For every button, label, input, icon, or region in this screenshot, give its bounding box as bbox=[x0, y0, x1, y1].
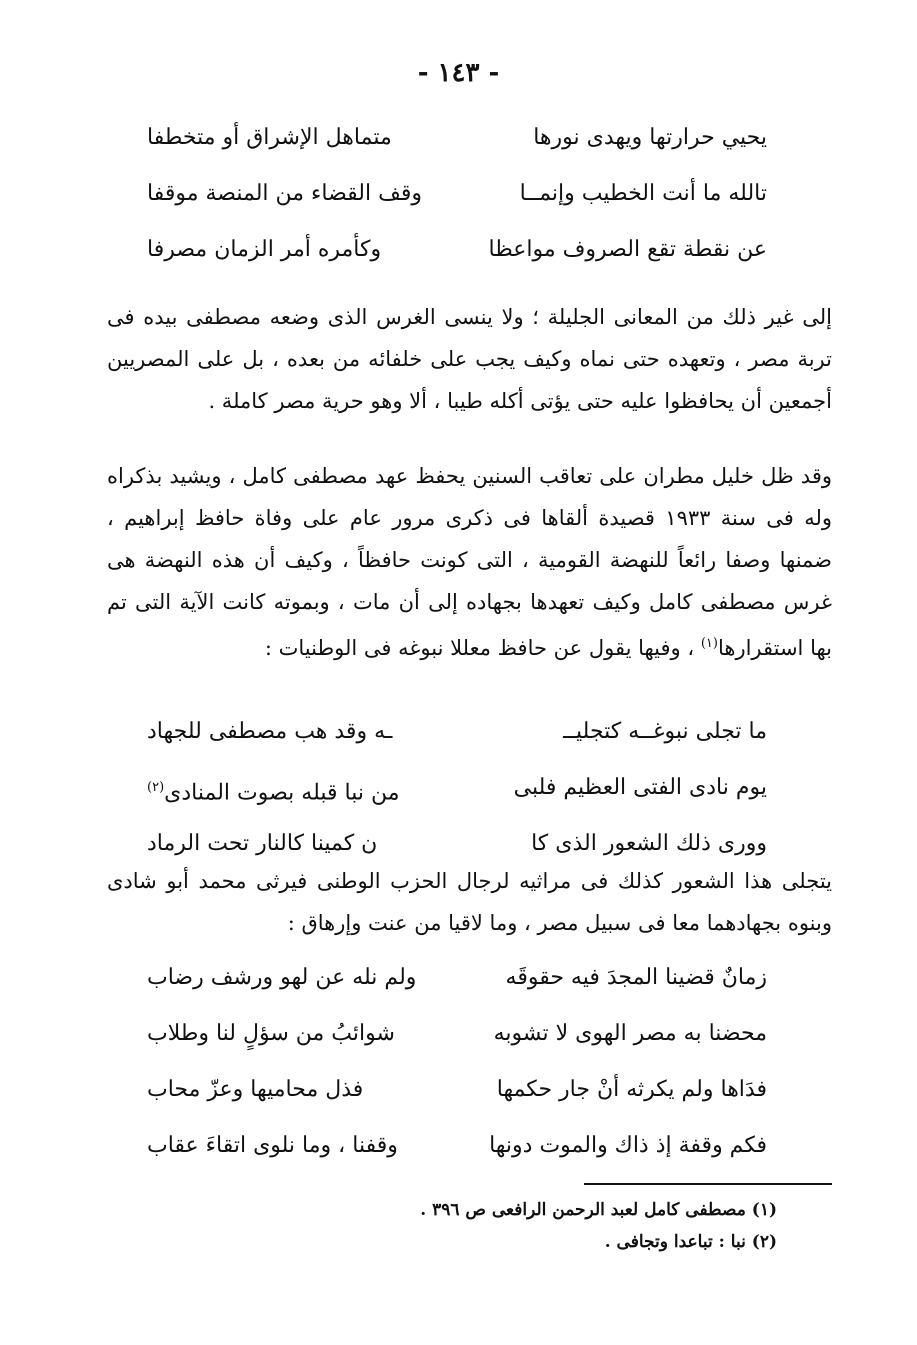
verse-line bbox=[147, 230, 767, 286]
verse-second-hemistich bbox=[147, 768, 447, 813]
verse-first-hemistich: يحيي حرارتها ويهدى نورها bbox=[533, 125, 767, 150]
verse-second-hemistich: ولم نله عن لهو ورشف رضاب bbox=[147, 965, 417, 990]
verse-block-2 bbox=[147, 712, 767, 880]
verse-line bbox=[147, 1014, 767, 1070]
verse-line bbox=[147, 174, 767, 230]
verse-line bbox=[147, 1126, 767, 1182]
verse-first-hemistich: فكم وقفة إذ ذاك والموت دونها bbox=[489, 1133, 767, 1158]
verse-second-hemistich: وقفنا ، وما نلوى اتقاءَ عقاب bbox=[147, 1133, 398, 1158]
paragraph-2-end: ، وفيها يقول عن حافظ معللا نبوغه فى الوطنيات : bbox=[264, 636, 695, 660]
footnote-1: (١) مصطفى كامل لعبد الرحمن الرافعى ص ٣٩٦ . bbox=[420, 1200, 777, 1220]
footnote-ref-2: (٢) bbox=[147, 780, 165, 795]
verse-second-hemistich: ـه وقد هب مصطفى للجهاد bbox=[147, 719, 393, 744]
verse-second-hemistich: وكأمره أمر الزمان مصرفا bbox=[147, 237, 382, 262]
paragraph-2 bbox=[107, 455, 832, 669]
verse-first-hemistich: عن نقطة تقع الصروف مواعظا bbox=[488, 237, 767, 262]
footnote-divider bbox=[584, 1183, 832, 1185]
verse-line bbox=[147, 958, 767, 1014]
verse-line bbox=[147, 1070, 767, 1126]
verse-first-hemistich: محضنا به مصر الهوى لا تشوبه bbox=[493, 1021, 767, 1046]
verse-second-hemistich: ن كمينا كالنار تحت الرماد bbox=[147, 831, 378, 856]
paragraph-3: يتجلى هذا الشعور كذلك فى مراثيه لرجال الحزب الوطنى فيرثى محمد أبو شادى وبنوه بجهادهما معا فى سبيل مصر ، وما لاقيا من عنت وإرهاق : bbox=[107, 869, 832, 935]
verse-second-hemistich: شوائبُ من سؤلٍ لنا وطلاب bbox=[147, 1021, 395, 1046]
verse-first-hemistich: فدَاها ولم يكرثه أنْ جار حكمها bbox=[496, 1077, 767, 1102]
verse-line bbox=[147, 768, 767, 824]
verse-first-hemistich: يوم نادى الفتى العظيم فلبى bbox=[513, 775, 767, 800]
verse-first-hemistich: ما تجلى نبوغــه كتجليــ bbox=[563, 719, 767, 744]
verse-block-1 bbox=[147, 118, 767, 286]
footnote-2: (٢) نبا : تباعدا وتجافى . bbox=[604, 1232, 777, 1252]
verse-block-3 bbox=[147, 958, 767, 1182]
verse-text: من نبا قبله بصوت المنادى bbox=[164, 780, 400, 806]
verse-line bbox=[147, 712, 767, 768]
verse-second-hemistich: متماهل الإشراق أو متخطفا bbox=[147, 125, 392, 150]
verse-first-hemistich: زمانٌ قضينا المجدَ فيه حقوقَه bbox=[505, 965, 767, 990]
verse-first-hemistich: تالله ما أنت الخطيب وإنمــا bbox=[519, 181, 767, 206]
page-number: - ١٤٣ - bbox=[417, 58, 500, 88]
verse-line bbox=[147, 118, 767, 174]
paragraph-1: إلى غير ذلك من المعانى الجليلة ؛ ولا ينسى الغرس الذى وضعه مصطفى بيده فى تربة مصر ، وتعهده حتى نماه وكيف يجب على خلفائه من بعده ، بل على المصريين أجمعين أن يحافظوا عليه حتى يؤتى أكله طيبا ، ألا وهو حرية مصر كاملة . bbox=[107, 305, 832, 413]
verse-first-hemistich: وورى ذلك الشعور الذى كا bbox=[531, 831, 767, 856]
verse-second-hemistich: فذل محاميها وعزّ محاب bbox=[147, 1077, 364, 1102]
footnote-ref-1: (١) bbox=[700, 636, 718, 651]
paragraph-2-text: وقد ظل خليل مطران على تعاقب السنين يحفظ عهد مصطفى كامل ، ويشيد بذكراه وله فى سنة ١٩٣٣ قصيدة ألقاها فى ذكرى مرور عام على وفاة حافظ إبراهيم ، ضمنها وصفا رائعاً للنهضة القومية ، التى كونت حافظاً ، وكيف أن هذه النهضة هى غرس مصطفى كامل وكيف تعهدها بجهاده إلى أن مات ، وبموته كانت الآية التى تم بها استقرارها bbox=[107, 464, 832, 660]
verse-second-hemistich: وقف القضاء من المنصة موقفا bbox=[147, 181, 423, 206]
